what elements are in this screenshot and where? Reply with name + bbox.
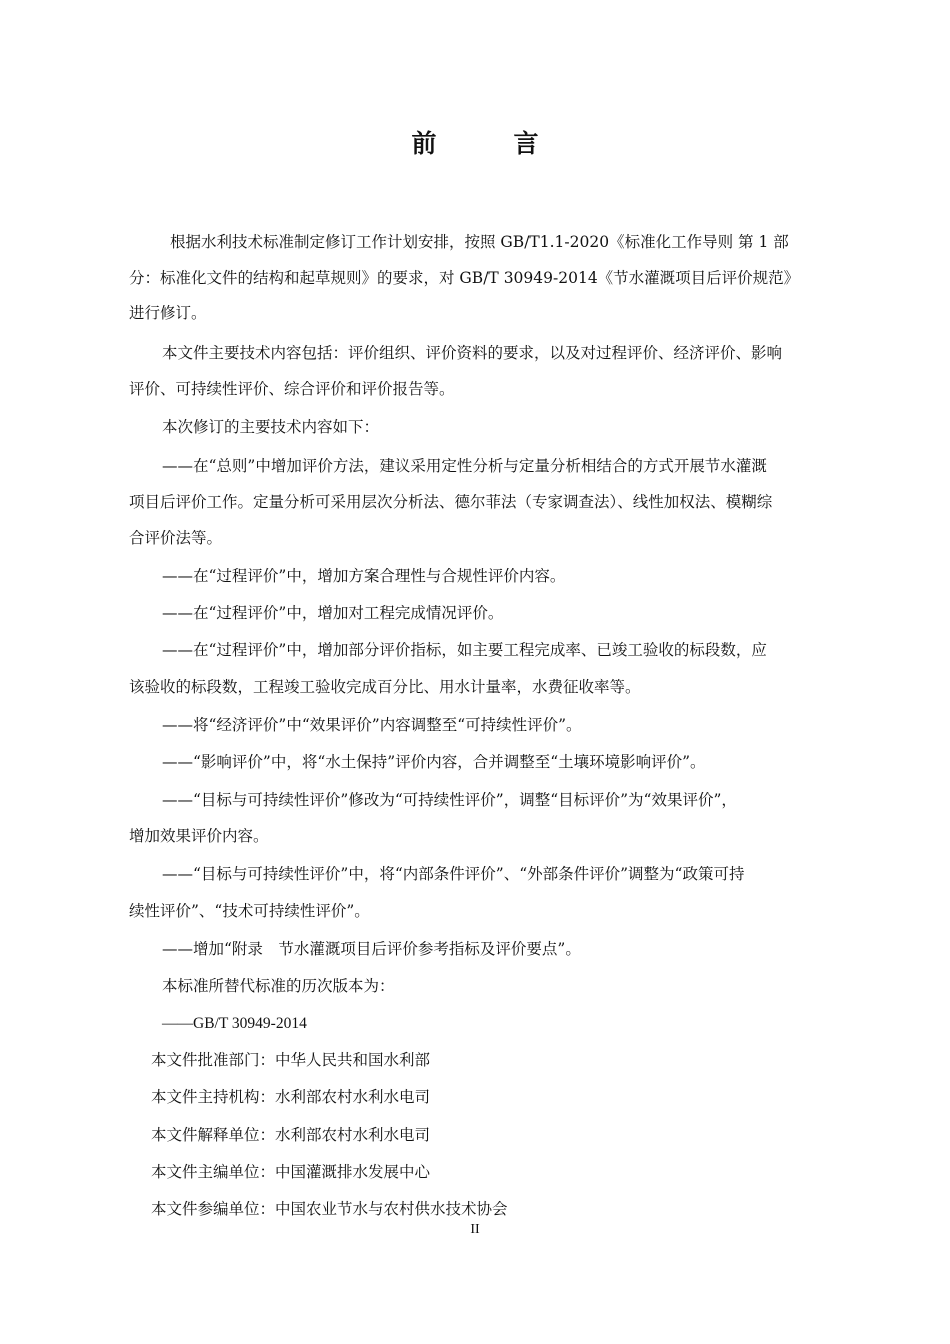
org-info-label: 本文件批准部门： <box>151 1051 276 1069</box>
body-line: 进行修订。 <box>129 304 207 322</box>
body-line: ——增加“附录 节水灌溉项目后评价参考指标及评价要点”。 <box>162 940 581 958</box>
org-info-value: 水利部农村水利水电司 <box>275 1126 431 1144</box>
body-line: ——“目标与可持续性评价”修改为“可持续性评价”，调整“目标评价”为“效果评价”， <box>162 791 737 809</box>
body-line: 本文件主要技术内容包括：评价组织、评价资料的要求，以及对过程评价、经济评价、影响 <box>162 344 783 362</box>
org-info-row <box>151 1049 430 1071</box>
org-info-label: 本文件参编单位： <box>151 1200 276 1218</box>
body-line: 合评价法等。 <box>129 529 223 547</box>
org-info-value: 中国农业节水与农村供水技术协会 <box>275 1200 508 1218</box>
body-line: ——GB/T 30949-2014 <box>162 1015 307 1032</box>
org-info-row <box>151 1124 430 1146</box>
body-line: 项目后评价工作。定量分析可采用层次分析法、德尔菲法（专家调查法）、线性加权法、模糊综 <box>129 493 773 511</box>
org-info-row <box>151 1198 508 1220</box>
body-line: ——在“过程评价”中，增加对工程完成情况评价。 <box>162 604 504 622</box>
page-number: II <box>470 1222 480 1237</box>
body-line: 分：标准化文件的结构和起草规则》的要求，对 GB/T 30949-2014《节水灌溉项目后评价规范》 <box>129 269 800 287</box>
body-line: ——在“过程评价”中，增加方案合理性与合规性评价内容。 <box>162 567 566 585</box>
org-info-value: 中华人民共和国水利部 <box>275 1051 431 1069</box>
body-line: ——将“经济评价”中“效果评价”内容调整至“可持续性评价”。 <box>162 716 582 734</box>
org-info-label: 本文件主编单位： <box>151 1163 276 1181</box>
org-info-row <box>151 1086 430 1108</box>
body-line: 该验收的标段数，工程竣工验收完成百分比、用水计量率，水费征收率等。 <box>129 678 641 696</box>
org-info-value: 中国灌溉排水发展中心 <box>275 1163 431 1181</box>
body-line: 评价、可持续性评价、综合评价和评价报告等。 <box>129 380 455 398</box>
body-line: ——在“过程评价”中，增加部分评价指标，如主要工程完成率、已竣工验收的标段数，应 <box>162 641 767 659</box>
body-line: ——“目标与可持续性评价”中，将“内部条件评价”、“外部条件评价”调整为“政策可持 <box>162 865 745 883</box>
body-line: 本次修订的主要技术内容如下： <box>162 418 380 436</box>
body-line: 根据水利技术标准制定修订工作计划安排，按照 GB/T1.1-2020《标准化工作导则 第 1 部 <box>170 233 789 251</box>
body-line: 增加效果评价内容。 <box>129 827 269 845</box>
org-info-label: 本文件主持机构： <box>151 1088 276 1106</box>
org-info-label: 本文件解释单位： <box>151 1126 276 1144</box>
body-line: 本标准所替代标准的历次版本为： <box>162 977 395 995</box>
body-line: ——“影响评价”中，将“水土保持”评价内容，合并调整至“土壤环境影响评价”。 <box>162 753 706 771</box>
org-info-value: 水利部农村水利水电司 <box>275 1088 431 1106</box>
body-line: ——在“总则”中增加评价方法，建议采用定性分析与定量分析相结合的方式开展节水灌溉 <box>162 457 767 475</box>
org-info-row <box>151 1161 430 1183</box>
body-line: 续性评价”、“技术可持续性评价”。 <box>129 902 370 920</box>
page-title: 前 言 <box>411 129 565 158</box>
